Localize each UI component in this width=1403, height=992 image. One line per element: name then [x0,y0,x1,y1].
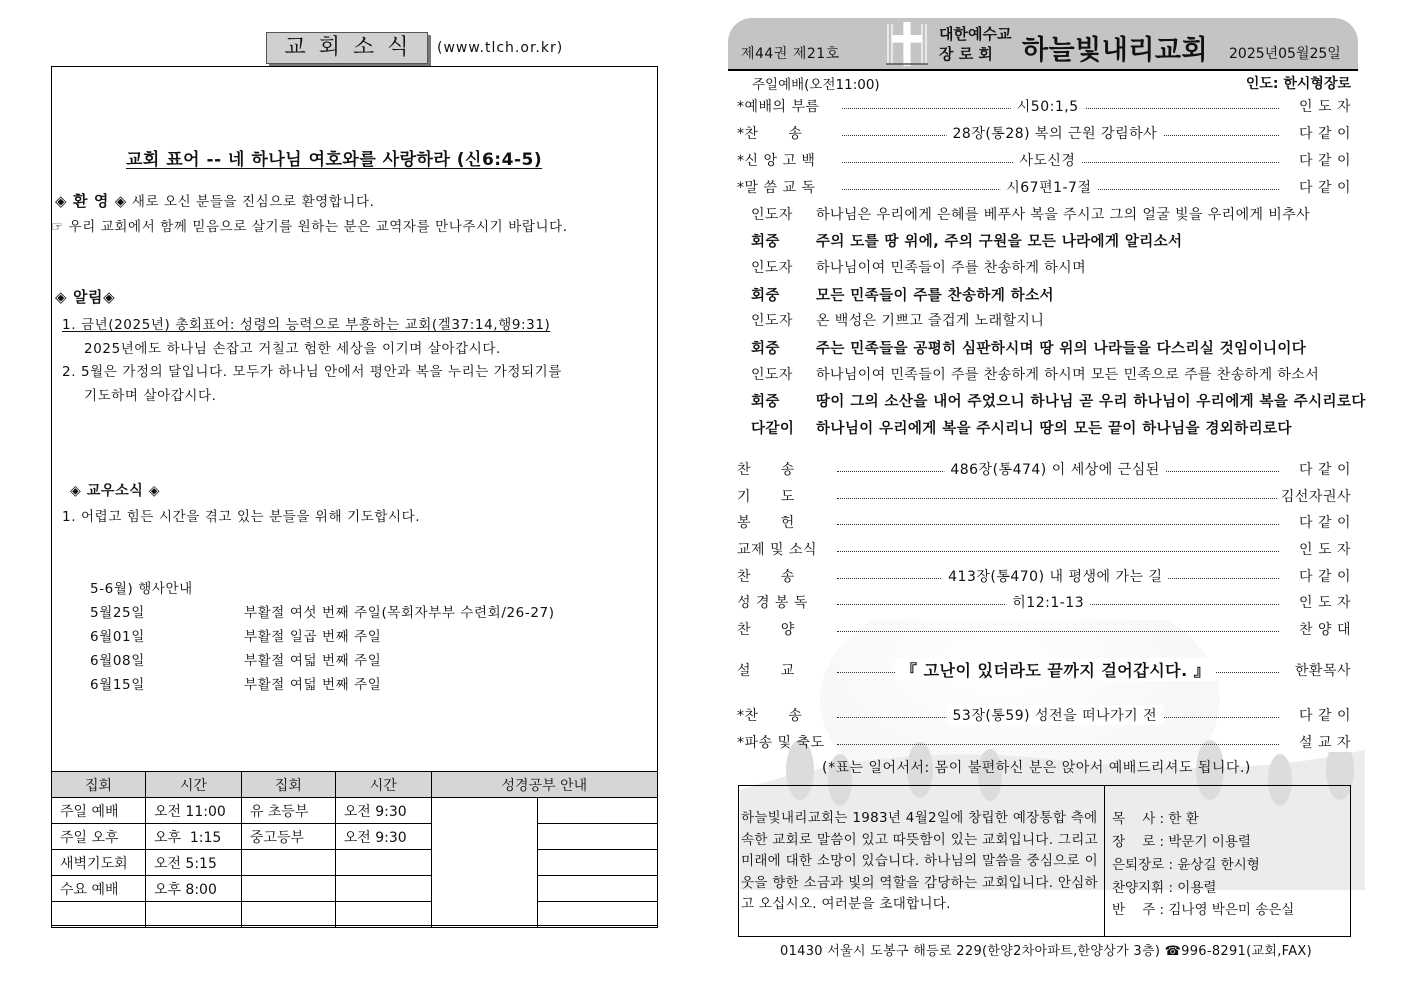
order-responsible: 인 도 자 [1295,539,1351,559]
order-responsible: 다 같 이 [1295,123,1351,143]
order-row [737,732,1351,754]
meeting-schedule-table [51,771,658,928]
order-responsible: 인 도 자 [1295,96,1351,116]
reading-text: 모든 민족들이 주를 찬송하게 하소서 [816,288,1054,304]
event-date: 6월01일 [90,629,145,645]
members-item1: 1. 어렵고 힘든 시간을 겪고 있는 분들을 위해 기도합시다. [62,509,421,525]
col-header: 집회 [52,772,146,798]
notice-item2-b: 기도하며 살아갑시다. [84,388,217,404]
table-cell: 새벽기도회 [52,850,146,876]
order-label: 봉 헌 [737,515,795,531]
order-row [737,619,1351,641]
event-desc: 부활절 여섯 번째 주일(목회자부부 수련회/26-27) [244,605,555,621]
news-title: 교회소식 [266,32,428,64]
order-label: 찬 송 [737,569,795,585]
reading-text: 하나님이 우리에게 복을 주시리니 땅의 모든 끝이 하나님을 경외하리로다 [816,421,1292,437]
info-divider [1104,785,1105,937]
order-detail: 28장(통28) 복의 근원 강림하사 [947,123,1164,143]
order-responsible: 김선자권사 [1277,486,1351,506]
table-cell [145,902,241,928]
reading-line [751,230,1182,251]
leader-dots [837,631,1279,632]
order-label: *신 앙 고 백 [737,153,816,169]
table-cell [335,850,431,876]
table-row [52,824,658,850]
order-detail: 히12:1-13 [1006,592,1090,612]
order-responsible: 인 도 자 [1295,592,1351,612]
col-header: 시간 [145,772,241,798]
reading-line [751,257,1086,277]
table-row [52,798,658,824]
bible-study-cell [538,798,658,824]
reading-text: 주는 민족들을 공평히 심판하시며 땅 위의 나라들을 다스리실 것임이니이다 [816,341,1307,357]
table-cell: 오전 11:00 [145,798,241,824]
church-introduction: 하늘빛내리교회는 1983년 4월2일에 창립한 예장통합 측에 속한 교회로 말씀이 있고 따뜻함이 있는 교회입니다. 그리고 미래에 대한 소망이 있습니다. 하나님의 말씀을 중심으로 이웃을 향한 소금과 빛의 역할을 감당하는 교회입니다. 안심하고 오십시오. 여러분을 초대합니다. [741,810,1098,912]
order-label: 찬 양 [737,622,795,638]
col-header: 시간 [335,772,431,798]
reader: 회중 [751,341,780,357]
reading-text: 온 백성은 기쁘고 즐겁게 노래할지니 [816,313,1045,329]
order-detail: 시50:1,5 [1011,96,1085,116]
church-address: 01430 서울시 도봉구 해등로 229(한양2차아파트,한양상가 3층) ☎996-8291(교회,FAX) [780,944,1312,959]
leader-dots [837,498,1279,499]
bible-study-cell [538,876,658,902]
table-cell [241,850,335,876]
worship-time: 주일예배(오전11:00) [752,77,880,93]
order-label: *예배의 부름 [737,99,820,115]
reading-text: 하나님이여 민족들이 주를 찬송하게 하시며 모든 민족으로 주를 찬송하게 하소서 [816,367,1320,383]
order-row [737,459,1351,481]
order-label: *파송 및 축도 [737,735,825,751]
order-responsible: 다 같 이 [1295,512,1351,532]
order-row [737,96,1351,118]
reading-text: 하나님이여 민족들이 주를 찬송하게 하시며 [816,260,1087,276]
staff-choir-director: 찬양지휘 : 이용렬 [1112,880,1217,896]
order-responsible: 다 같 이 [1295,177,1351,197]
notices-heading: ◈ 알림◈ [55,288,116,306]
table-cell: 주일 오후 [52,824,146,850]
table-cell: 오전 9:30 [335,824,431,850]
event-desc: 부활절 여덟 번째 주일 [244,653,382,669]
order-responsible: 다 같 이 [1295,705,1351,725]
bible-study-cell [538,850,658,876]
events-heading: 5-6월) 행사안내 [90,581,193,597]
reading-line [751,390,1366,411]
table-cell: 오전 5:15 [145,850,241,876]
order-row [737,705,1351,727]
reading-line [751,284,1054,305]
table-row [52,850,658,876]
worship-leader: 인도: 한시형장로 [1245,76,1351,92]
order-label: 설 교 [737,663,795,679]
members-heading: ◈ 교우소식 ◈ [70,483,161,499]
table-cell [241,902,335,928]
denomination-line1: 대한예수교 [939,25,1012,43]
reader: 인도자 [751,207,793,223]
church-name: 하늘빛내리교회 [1022,35,1209,66]
sermon-row [737,660,1351,682]
notice-item1-a: 1. 금년(2025년) 총회표어: 성령의 능력으로 부흥하는 교회(겔37:14,행9:31) [62,317,551,333]
order-responsible: 찬 양 대 [1295,619,1351,639]
leader-dots [837,744,1279,745]
reader: 인도자 [751,367,793,383]
reader: 인도자 [751,313,793,329]
order-row [737,177,1351,199]
sermon-title: 『 고난이 있더라도 끝까지 걸어갑시다. 』 [895,658,1216,681]
staff-elders: 장 로 : 박문기 이용렬 [1112,834,1251,850]
order-label: *말 씀 교 독 [737,180,816,196]
church-cross-logo-icon [882,20,932,68]
col-header: 집회 [241,772,335,798]
table-cell: 오후 1:15 [145,824,241,850]
order-detail: 413장(통470) 내 평생에 가는 길 [942,566,1168,586]
order-row [737,123,1351,145]
table-cell: 오후 8:00 [145,876,241,902]
order-row [737,592,1351,614]
event-date: 6월08일 [90,653,145,669]
welcome-heading: ◈ 환 영 ◈ [55,192,127,210]
order-detail: 사도신경 [1013,150,1081,170]
reading-text: 주의 도를 땅 위에, 주의 구원을 모든 나라에게 알리소서 [816,234,1183,250]
order-responsible: 다 같 이 [1295,566,1351,586]
order-detail: 시67편1-7절 [1000,177,1097,197]
order-responsible: 다 같 이 [1295,150,1351,170]
standing-note: (*표는 일어서서: 몸이 불편하신 분은 앉아서 예배드리셔도 됩니다.) [822,760,1251,776]
leader-dots [837,524,1279,525]
order-row [737,486,1351,508]
staff-pastor: 목 사 : 한 환 [1112,811,1199,827]
header-divider [728,69,1358,71]
order-responsible: 다 같 이 [1295,459,1351,479]
reading-text: 하나님은 우리에게 은혜를 베푸사 복을 주시고 그의 얼굴 빛을 우리에게 비추사 [816,207,1311,223]
event-desc: 부활절 여덟 번째 주일 [244,677,382,693]
order-label: 교제 및 소식 [737,542,818,558]
welcome-section [55,190,375,211]
leader-dots [837,551,1279,552]
table-cell: 유 초등부 [241,798,335,824]
order-detail: 486장(통474) 이 세상에 근심된 [944,459,1165,479]
order-row [737,539,1351,561]
denomination-line2: 장 로 회 [939,45,993,63]
table-header-row [52,772,658,798]
order-label: 기 도 [737,489,795,505]
reading-line [751,337,1306,358]
reading-line [751,364,1319,384]
table-cell [241,876,335,902]
staff-retired-elders: 은퇴장로 : 윤상길 한시형 [1112,857,1260,873]
bible-study-cell [538,824,658,850]
church-website[interactable]: (www.tlch.or.kr) [437,40,564,56]
reader: 회중 [751,234,780,250]
reader: 인도자 [751,260,793,276]
order-row [737,566,1351,588]
col-header: 성경공부 안내 [431,772,657,798]
preacher: 한환목사 [1291,660,1351,680]
notice-item1-b: 2025년에도 하나님 손잡고 거칠고 험한 세상을 이기며 살아갑시다. [84,341,501,357]
event-date: 6월15일 [90,677,145,693]
reading-line [751,310,1044,330]
notice-item2-a: 2. 5월은 가정의 달입니다. 모두가 하나님 안에서 평안과 복을 누리는 가정되기를 [62,364,562,380]
welcome-line1: 새로 오신 분들을 진심으로 환영합니다. [131,194,375,210]
order-label: *찬 송 [737,126,803,142]
order-row [737,150,1351,172]
order-detail: 53장(통59) 성전을 떠나가기 전 [947,705,1164,725]
reading-line [751,204,1310,224]
reader: 회중 [751,288,780,304]
bible-study-cell [431,798,538,928]
staff-accompanists: 반 주 : 김나영 박은미 송은실 [1112,902,1295,918]
table-row [52,876,658,902]
volume-number: 제44권 제21호 [741,46,840,62]
order-label: 성 경 봉 독 [737,595,808,611]
table-cell: 오전 9:30 [335,798,431,824]
order-label: *찬 송 [737,708,803,724]
event-desc: 부활절 일곱 번째 주일 [244,629,382,645]
order-label: 찬 송 [737,462,795,478]
church-motto: 교회 표어 -- 네 하나님 여호와를 사랑하라 (신6:4-5) [126,150,543,170]
event-date: 5월25일 [90,605,145,621]
reading-line [751,417,1292,438]
table-cell [335,902,431,928]
table-row [52,902,658,928]
denomination [939,24,1011,64]
order-row [737,512,1351,534]
table-cell: 중고등부 [241,824,335,850]
reader: 다같이 [751,421,795,437]
order-responsible: 설 교 자 [1295,732,1351,752]
bulletin-date: 2025년05월25일 [1229,46,1341,62]
table-cell [52,902,146,928]
reader: 회중 [751,394,780,410]
table-cell: 수요 예배 [52,876,146,902]
table-cell [335,876,431,902]
bible-study-cell [538,902,658,928]
welcome-line2: ☞ 우리 교회에서 함께 믿음으로 살기를 원하는 분은 교역자를 만나주시기 바랍니다. [51,219,568,235]
reading-text: 땅이 그의 소산을 내어 주었으니 하나님 곧 우리 하나님이 우리에게 복을 주시리로다 [816,394,1366,410]
table-cell: 주일 예배 [52,798,146,824]
